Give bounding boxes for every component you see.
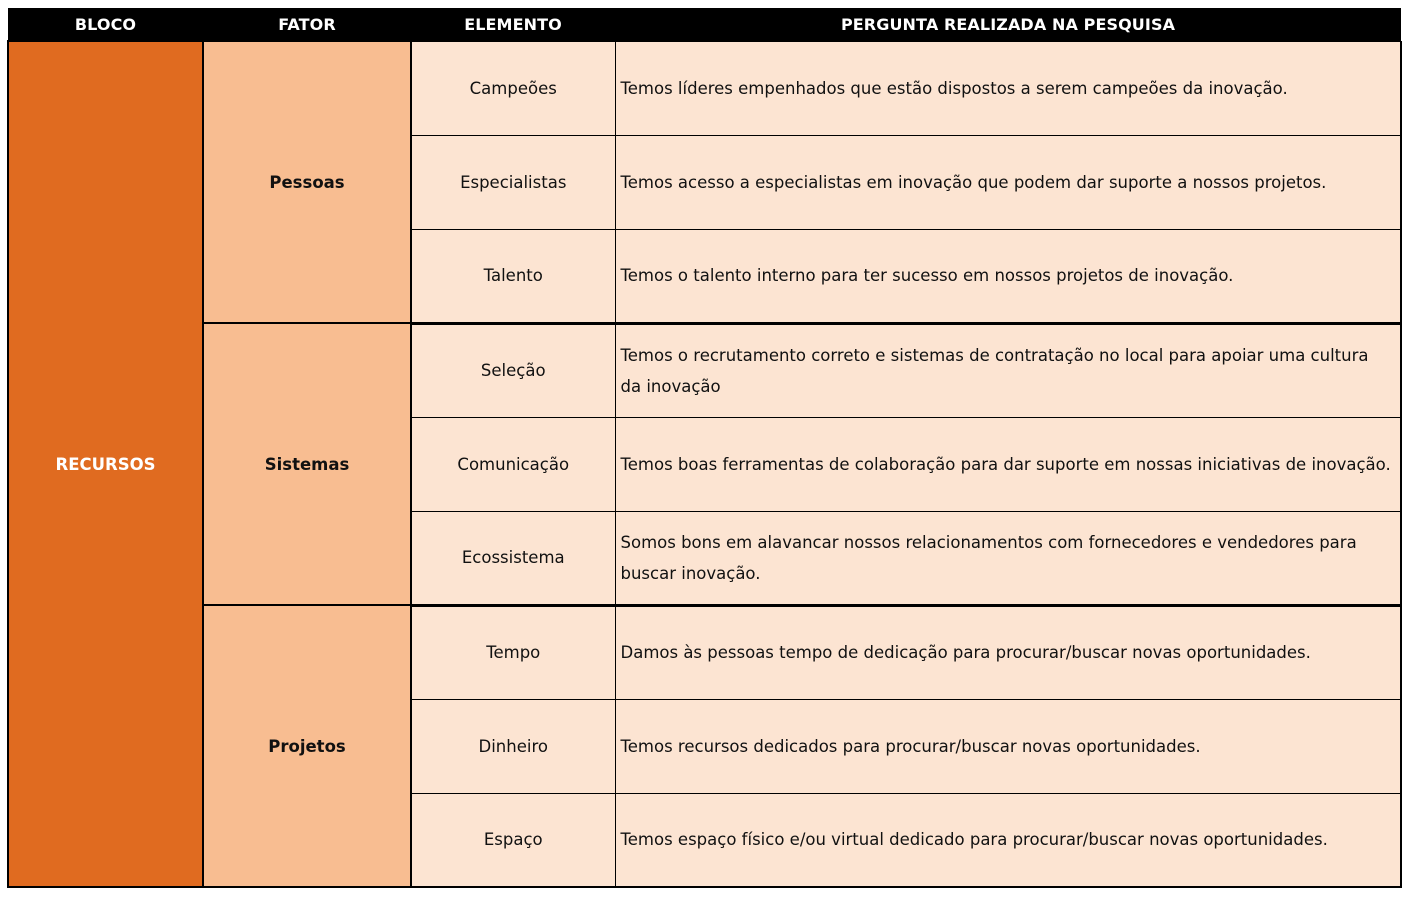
pergunta-cell: Damos às pessoas tempo de dedicação para procurar/buscar novas oportunidades. [615, 605, 1401, 699]
elemento-cell: Comunicação [411, 417, 615, 511]
header-row [8, 8, 1401, 41]
pergunta-cell: Somos bons em alavancar nossos relacionamentos com fornecedores e vendedores para buscar inovação. [615, 511, 1401, 605]
elemento-cell: Talento [411, 229, 615, 323]
elemento-cell: Dinheiro [411, 699, 615, 793]
bloco-cell: RECURSOS [8, 41, 203, 887]
pergunta-cell: Temos o talento interno para ter sucesso em nossos projetos de inovação. [615, 229, 1401, 323]
pergunta-cell: Temos boas ferramentas de colaboração para dar suporte em nossas iniciativas de inovação. [615, 417, 1401, 511]
survey-table [7, 8, 1402, 888]
table-row [8, 41, 1401, 135]
fator-cell-pessoas: Pessoas [203, 41, 411, 323]
header-bloco: BLOCO [8, 8, 203, 41]
elemento-cell: Campeões [411, 41, 615, 135]
table-body [8, 41, 1401, 887]
pergunta-cell: Temos líderes empenhados que estão dispostos a serem campeões da inovação. [615, 41, 1401, 135]
pergunta-cell: Temos espaço físico e/ou virtual dedicado para procurar/buscar novas oportunidades. [615, 793, 1401, 887]
header-elemento: ELEMENTO [411, 8, 615, 41]
table-row [8, 323, 1401, 417]
elemento-cell: Ecossistema [411, 511, 615, 605]
elemento-cell: Tempo [411, 605, 615, 699]
table-header [8, 8, 1401, 41]
fator-cell-sistemas: Sistemas [203, 323, 411, 605]
header-fator: FATOR [203, 8, 411, 41]
pergunta-cell: Temos recursos dedicados para procurar/buscar novas oportunidades. [615, 699, 1401, 793]
survey-table-container [7, 8, 1400, 888]
elemento-cell: Especialistas [411, 135, 615, 229]
table-row [8, 605, 1401, 699]
fator-cell-projetos: Projetos [203, 605, 411, 887]
pergunta-cell: Temos o recrutamento correto e sistemas de contratação no local para apoiar uma cultura da inovação [615, 323, 1401, 417]
header-pergunta: PERGUNTA REALIZADA NA PESQUISA [615, 8, 1401, 41]
elemento-cell: Seleção [411, 323, 615, 417]
pergunta-cell: Temos acesso a especialistas em inovação que podem dar suporte a nossos projetos. [615, 135, 1401, 229]
elemento-cell: Espaço [411, 793, 615, 887]
